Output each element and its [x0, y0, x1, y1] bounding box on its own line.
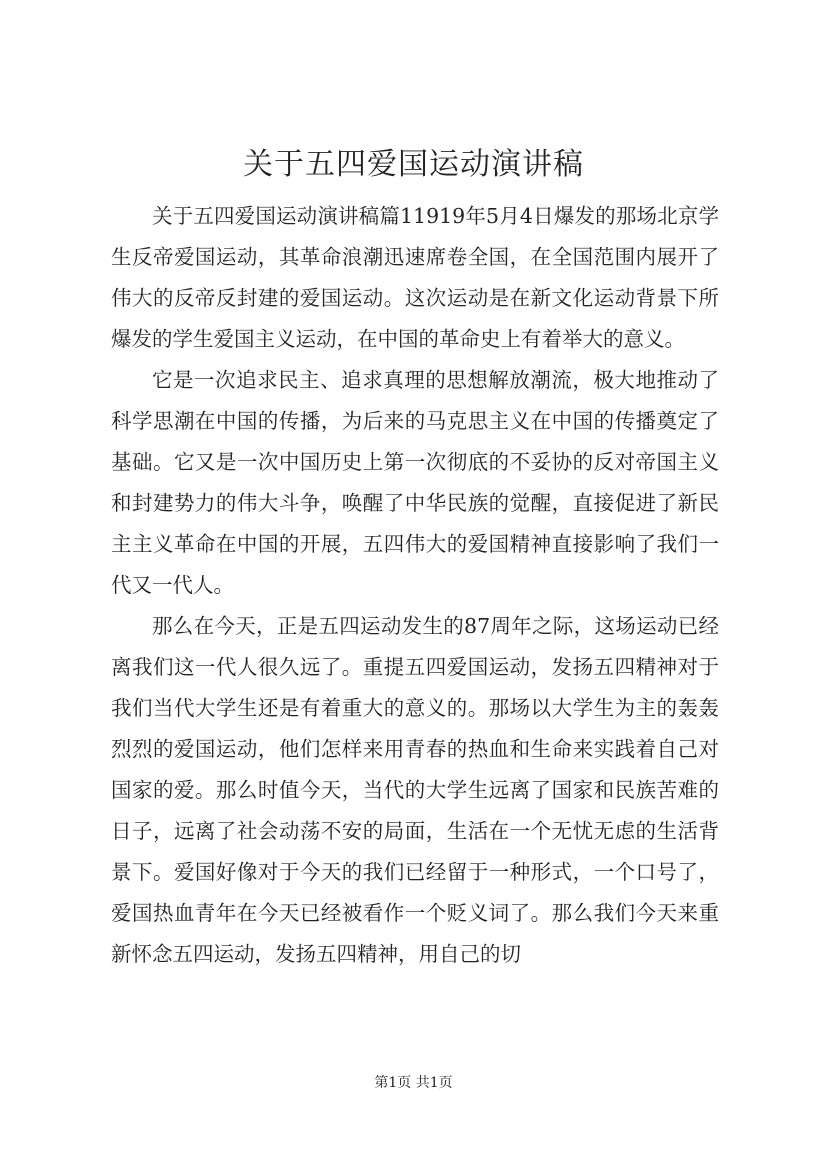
document-body — [111, 196, 719, 975]
page-footer: 第1页 共1页 — [374, 1075, 453, 1091]
paragraph-3: 那么在今天，正是五四运动发生的87周年之际，这场运动已经离我们这一代人很久远了。重提五四爱国运动，发扬五四精神对于我们当代大学生还是有着重大的意义的。那场以大学生为主的轰轰烈烈的爱国运动，他们怎样来用青春的热血和生命来实践着自己对国家的爱。那么时值今天，当代的大学生远离了国家和民族苦难的日子，远离了社会动荡不安的局面，生活在一个无忧无虑的生活背景下。爱国好像对于今天的我们已经留于一种形式，一个口号了，爱国热血青年在今天已经被看作一个贬义词了。那么我们今天来重新怀念五四运动，发扬五四精神，用自己的切 — [111, 614, 719, 966]
paragraph-1: 关于五四爱国运动演讲稿篇11919年5月4日爆发的那场北京学生反帝爱国运动，其革命浪潮迅速席卷全国，在全国范围内展开了伟大的反帝反封建的爱国运动。这次运动是在新文化运动背景下所爆发的学生爱国主义运动，在中国的革命史上有着举大的意义。 — [111, 204, 719, 351]
document-title: 关于五四爱国运动演讲稿 — [243, 147, 584, 182]
paragraph-2: 它是一次追求民主、追求真理的思想解放潮流，极大地推动了科学思潮在中国的传播，为后来的马克思主义在中国的传播奠定了基础。它又是一次中国历史上第一次彻底的不妥协的反对帝国主义和封建势力的伟大斗争，唤醒了中华民族的觉醒，直接促进了新民主主义革命在中国的开展，五四伟大的爱国精神直接影响了我们一代又一代人。 — [111, 368, 719, 597]
